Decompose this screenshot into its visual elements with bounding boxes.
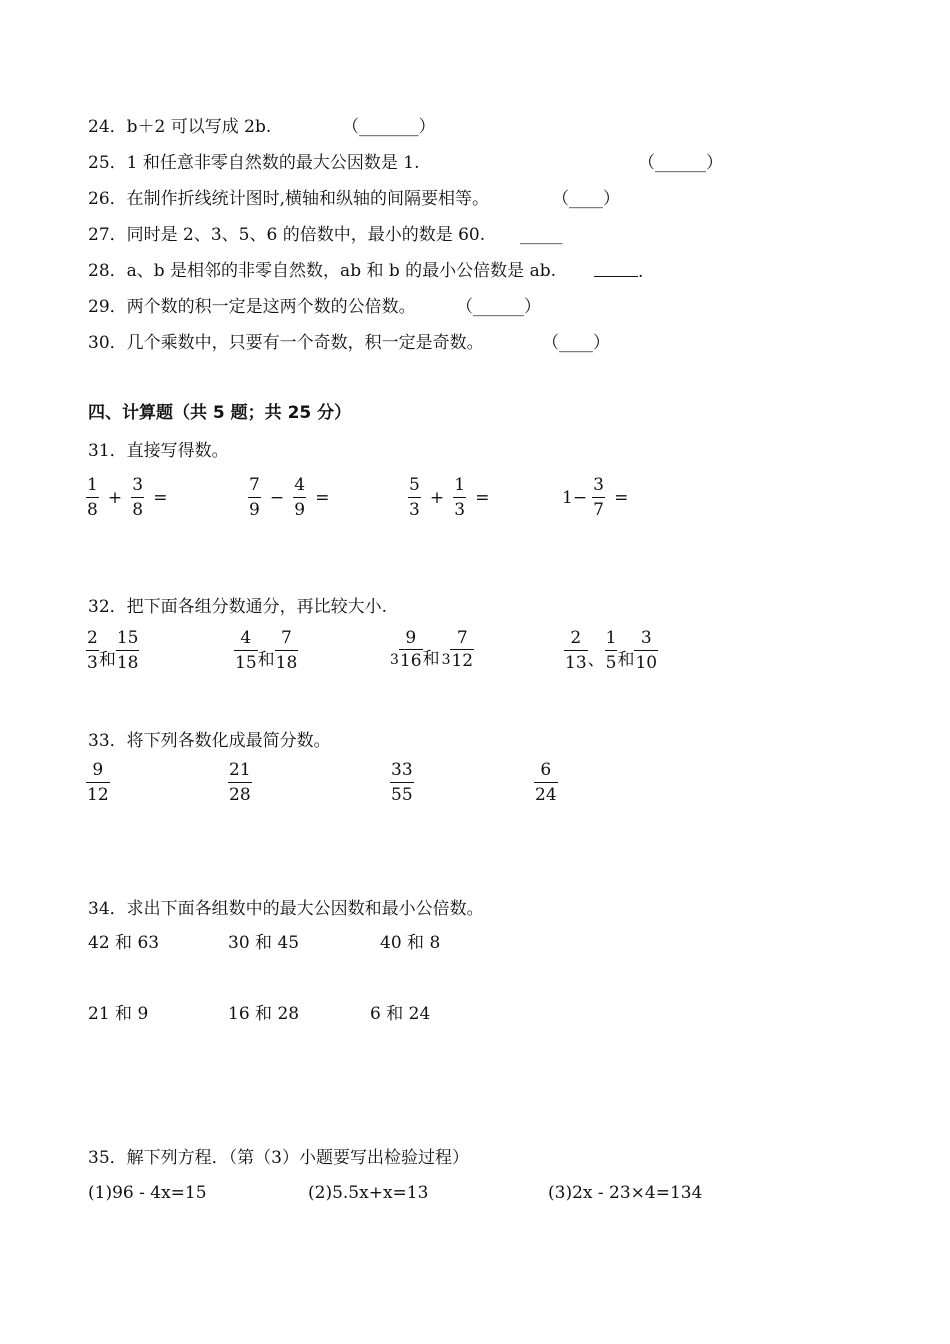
equals: = [614, 487, 629, 508]
operator: + [429, 487, 445, 508]
question-32-title: 32．把下面各组分数通分，再比较大小. [88, 597, 388, 617]
fraction: $\frac{9}{16}$ [399, 628, 422, 671]
fraction: $\frac{3}{10}$ [635, 628, 658, 673]
equals: = [475, 487, 490, 508]
fraction: $\frac{7}{9}$ [249, 475, 260, 520]
fraction: $\frac{5}{3}$ [409, 475, 420, 520]
fraction: $\frac{9}{12}$ [87, 760, 109, 805]
fraction: $\frac{4}{15}$ [235, 628, 257, 673]
whole-number: 3 [390, 652, 399, 668]
question-text: 29．两个数的积一定是这两个数的公倍数。 [88, 297, 416, 317]
q31-item-2 [248, 475, 333, 520]
q32-group-4 [564, 628, 658, 673]
equals: = [315, 487, 330, 508]
q34-pair: 6 和 24 [370, 1004, 431, 1024]
fraction: $\frac{1}{3}$ [454, 475, 466, 520]
section-heading: 四、计算题（共 5 题；共 25 分） [88, 403, 352, 423]
answer-blank [594, 260, 643, 283]
whole-number: 1− [562, 487, 588, 508]
fraction: $\frac{6}{24}$ [535, 760, 557, 805]
question-29 [88, 296, 541, 318]
separator: 和 [617, 650, 635, 670]
underline [594, 260, 638, 277]
fraction: $\frac{21}{28}$ [229, 760, 251, 805]
q34-pair: 42 和 63 [88, 933, 160, 953]
question-35-title: 35．解下列方程．（第（3）小题要写出检验过程） [88, 1148, 469, 1168]
question-text: 25．1 和任意非零自然数的最大公因数是 1. [88, 153, 420, 173]
question-33-title: 33．将下列各数化成最简分数。 [88, 731, 331, 751]
separator: 、 [587, 650, 605, 670]
question-text: 27．同时是 2、3、5、6 的倍数中，最小的数是 60. [88, 225, 486, 245]
period: . [638, 262, 644, 282]
question-text: 30．几个乘数中，只要有一个奇数，积一定是奇数。 [88, 333, 484, 353]
fraction: $\frac{15}{18}$ [116, 628, 139, 673]
fraction: $\frac{1}{5}$ [605, 628, 617, 673]
question-24 [88, 116, 436, 138]
question-26 [88, 188, 620, 210]
fraction: $\frac{3}{7}$ [593, 475, 604, 520]
question-25 [88, 152, 723, 174]
q33-item-2 [228, 760, 252, 805]
q33-item-3 [390, 760, 414, 805]
answer-blank: （______） [638, 153, 723, 173]
question-text: 24．b＋2 可以写成 2b. [88, 117, 272, 137]
separator: 和 [422, 649, 440, 669]
equation-3: (3)2x - 23×4=134 [548, 1183, 703, 1203]
q31-item-1 [86, 475, 171, 520]
q32-group-3 [390, 628, 474, 671]
fraction: $\frac{2}{13}$ [565, 628, 587, 673]
fraction: $\frac{7}{18}$ [275, 628, 298, 673]
q34-pair: 40 和 8 [380, 933, 441, 953]
q31-item-3 [408, 475, 493, 520]
fraction: $\frac{3}{8}$ [132, 475, 144, 520]
answer-blank: （____） [542, 333, 610, 353]
q33-item-4 [534, 760, 558, 805]
q34-pair: 30 和 45 [228, 933, 300, 953]
equation-1: (1)96 - 4x=15 [88, 1183, 207, 1203]
question-text: 28．a、b 是相邻的非零自然数，ab 和 b 的最小公倍数是 ab. [88, 261, 556, 281]
separator: 和 [98, 650, 116, 670]
q31-item-4 [562, 475, 632, 520]
equals: = [153, 487, 168, 508]
q33-item-1 [86, 760, 110, 805]
equation-2: (2)5.5x+x=13 [308, 1183, 429, 1203]
question-31-title: 31．直接写得数。 [88, 441, 229, 461]
question-28 [88, 260, 644, 282]
q32-group-1 [86, 628, 139, 673]
answer-blank: （____） [552, 189, 620, 209]
fraction: $\frac{7}{12}$ [451, 628, 474, 671]
operator: − [269, 487, 285, 508]
fraction: $\frac{33}{55}$ [391, 760, 413, 805]
question-text: 26．在制作折线统计图时,横轴和纵轴的间隔要相等。 [88, 189, 490, 209]
q34-pair: 16 和 28 [228, 1004, 300, 1024]
fraction: $\frac{2}{3}$ [87, 628, 98, 673]
fraction: $\frac{4}{9}$ [294, 475, 306, 520]
question-27 [88, 224, 563, 246]
fraction: $\frac{1}{8}$ [87, 475, 98, 520]
separator: 和 [257, 650, 275, 670]
question-30 [88, 332, 610, 354]
question-34-title: 34．求出下面各组数中的最大公因数和最小公倍数。 [88, 899, 484, 919]
answer-blank: _____ [520, 225, 563, 245]
q32-group-2 [234, 628, 298, 673]
operator: + [107, 487, 123, 508]
answer-blank: （______） [456, 297, 541, 317]
answer-blank: （_______） [342, 117, 436, 137]
whole-number: 3 [441, 652, 451, 668]
q34-pair: 21 和 9 [88, 1004, 149, 1024]
